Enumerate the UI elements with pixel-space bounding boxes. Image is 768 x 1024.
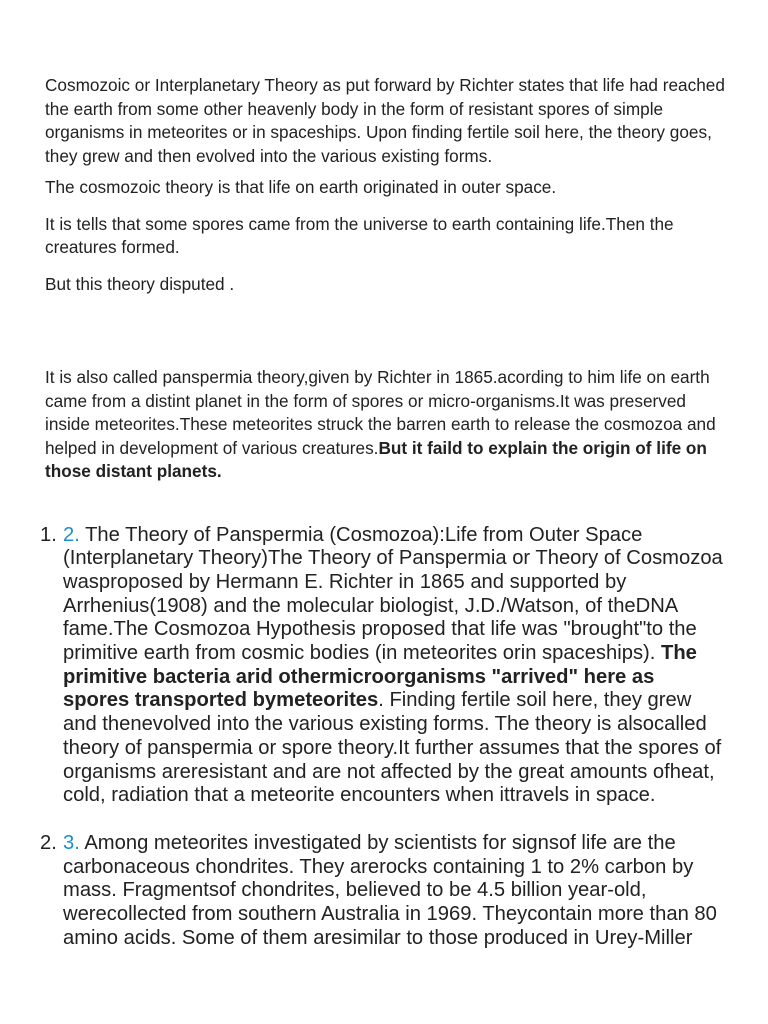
list-item xyxy=(40,523,725,808)
document-body xyxy=(40,74,725,974)
paragraph-outer-space-origin: The cosmozoic theory is that life on earth originated in outer space. xyxy=(45,177,557,197)
panspermia-bold-text: But it faild to explain the origin of life on those distant planets. xyxy=(45,437,707,481)
list-item-number: 2. xyxy=(40,831,57,854)
paragraph-theory-disputed: But this theory disputed . xyxy=(45,273,235,294)
paragraph-panspermia xyxy=(45,366,725,484)
reference-link[interactable]: 2. xyxy=(63,523,80,546)
numbered-list xyxy=(0,524,725,951)
list-item-bold-text: The primitive bacteria arid othermicroorganisms "arrived" here as spores transported bymeteorites xyxy=(63,642,697,712)
reference-link[interactable]: 3. xyxy=(63,831,80,854)
list-item-text: The Theory of Panspermia (Cosmozoa):Life from Outer Space (Interplanetary Theory)The Theory of Panspermia or Theory of Cosmozoa wasproposed by Hermann E. Richter in 1865 and supported by Arrhenius(1908) and the molecular biologist, J.D./Watson, of theDNA fame.The Cosmozoa Hypothesis proposed that life was "brought"to the primitive earth from cosmic bodies (in meteorites orin spaceships). xyxy=(63,523,723,665)
list-item-number: 1. xyxy=(40,523,57,546)
list-item-text: Among meteorites investigated by scientists for signsof life are the carbonaceous chondrites. They arerocks containing 1 to 2% carbon by mass. Fragmentsof chondrites, believed to be 4.5 billion year-old, werecollected from southern Australia in 1969. Theycontain more than 80 amino acids. Some of them aresimilar to those produced in Urey-Miller xyxy=(63,831,717,949)
paragraph-spores-from-universe: It is tells that some spores came from the universe to earth containing life.Then the creatures formed. xyxy=(45,213,674,257)
paragraph-cosmozoic-theory: Cosmozoic or Interplanetary Theory as put forward by Richter states that life had reached the earth from some other heavenly body in the form of resistant spores of simple organisms in meteorites or in spaceships. Upon finding fertile soil here, the theory goes, they grew and then evolved into the various existing forms. xyxy=(45,75,725,166)
list-item-text-continued: . Finding fertile soil here, they grew and thenevolved into the various existing forms. The theory is alsocalled theory of panspermia or spore theory.It further assumes that the spores of organisms areresistant and are not affected by the great amounts ofheat, cold, radiation that a meteorite encounters when ittravels in space. xyxy=(63,689,722,807)
list-item xyxy=(40,831,725,951)
panspermia-text: It is also called panspermia theory,given by Richter in 1865.acording to him life on earth came from a distint planet in the form of spores or micro-organisms.It was preserved inside meteorites.These meteorites struck the barren earth to release the cosmozoa and helped in development of various creatures. xyxy=(45,367,716,458)
